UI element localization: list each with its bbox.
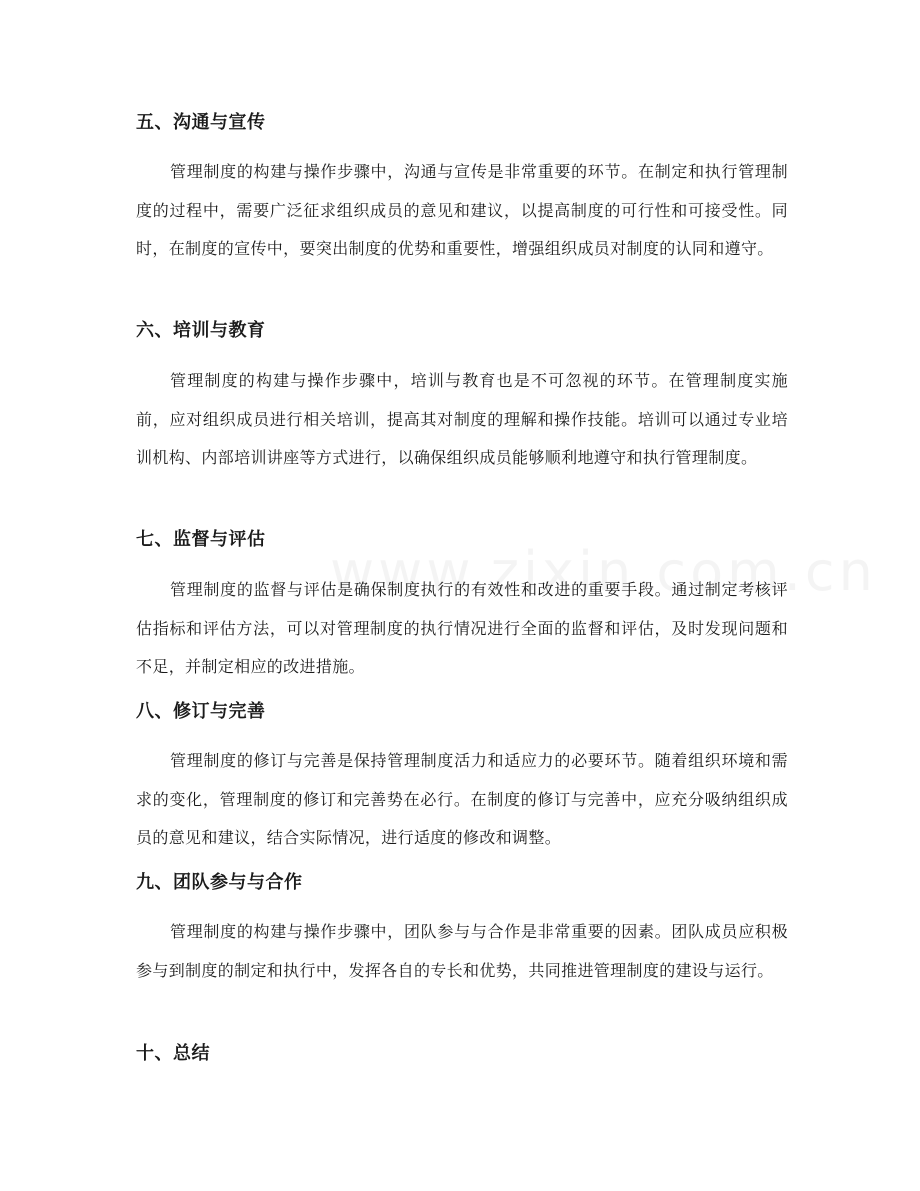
section-body-9: 管理制度的构建与操作步骤中，团队参与与合作是非常重要的因素。团队成员应积极参与到制度的制定和执行中，发挥各自的专长和优势，共同推进管理制度的建设与运行。	[136, 922, 788, 980]
section-heading-6: 六、培训与教育	[136, 320, 266, 341]
section-body-8: 管理制度的修订与完善是保持管理制度活力和适应力的必要环节。随着组织环境和需求的变化，管理制度的修订和完善势在必行。在制度的修订与完善中，应充分吸纳组织成员的意见和建议，结合实际情况，进行适度的修改和调整。	[136, 751, 788, 847]
section-body-6: 管理制度的构建与操作步骤中，培训与教育也是不可忽视的环节。在管理制度实施前，应对组织成员进行相关培训，提高其对制度的理解和操作技能。培训可以通过专业培训机构、内部培训讲座等方式进行，以确保组织成员能够顺利地遵守和执行管理制度。	[136, 371, 788, 467]
section-heading-10: 十、总结	[136, 1043, 210, 1064]
section-heading-5: 五、沟通与宣传	[136, 112, 266, 133]
section-body-7: 管理制度的监督与评估是确保制度执行的有效性和改进的重要手段。通过制定考核评估指标和评估方法，可以对管理制度的执行情况进行全面的监督和评估，及时发现问题和不足，并制定相应的改进措施。	[136, 580, 788, 676]
section-heading-8: 八、修订与完善	[136, 701, 266, 722]
section-heading-9: 九、团队参与与合作	[136, 872, 303, 893]
section-heading-7: 七、监督与评估	[136, 529, 266, 550]
section-body-5: 管理制度的构建与操作步骤中，沟通与宣传是非常重要的环节。在制定和执行管理制度的过程中，需要广泛征求组织成员的意见和建议，以提高制度的可行性和可接受性。同时，在制度的宣传中，要突出制度的优势和重要性，增强组织成员对制度的认同和遵守。	[136, 162, 788, 258]
